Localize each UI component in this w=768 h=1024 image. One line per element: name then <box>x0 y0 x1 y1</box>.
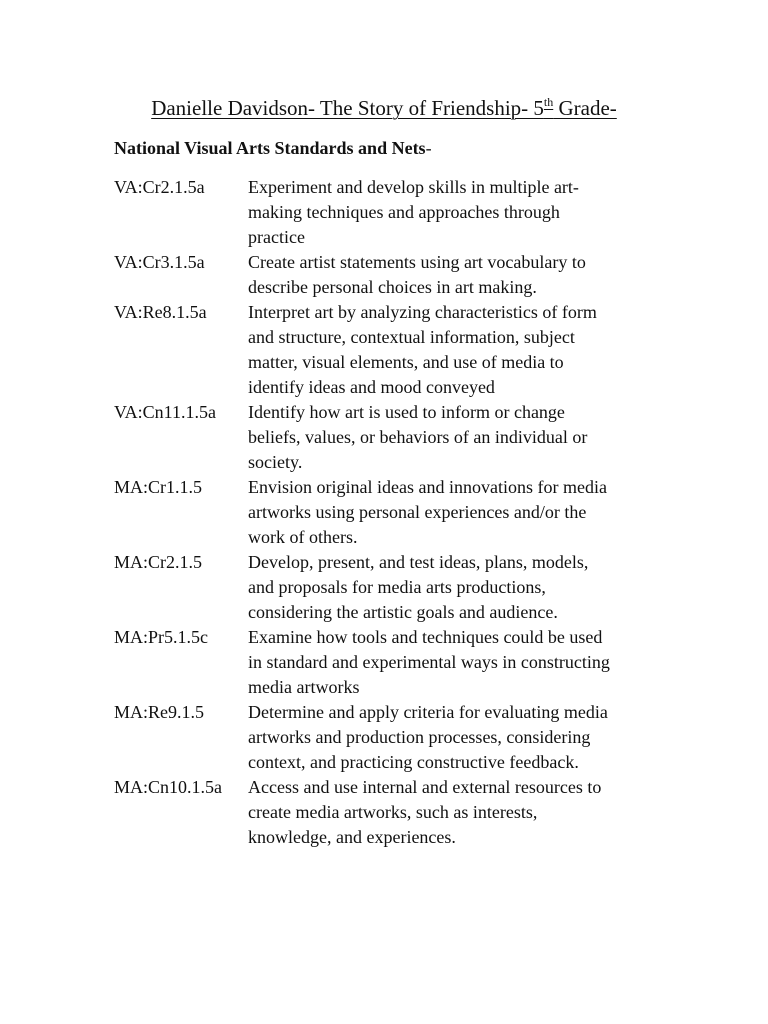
title-main: Danielle Davidson- The Story of Friendship- 5 <box>151 96 544 120</box>
standard-code: MA:Re9.1.5 <box>114 702 204 722</box>
standard-description <box>248 550 674 625</box>
standard-description-line: work of others. <box>248 527 358 547</box>
section-heading <box>114 136 432 160</box>
standard-description-line: society. <box>248 452 303 472</box>
standard-description-line: Access and use internal and external resources to <box>248 777 602 797</box>
standard-description-line: create media artworks, such as interests, <box>248 802 538 822</box>
standard-description-line: considering the artistic goals and audience. <box>248 602 558 622</box>
standard-description-line: Examine how tools and techniques could be used <box>248 627 603 647</box>
standard-code: VA:Cr3.1.5a <box>114 252 205 272</box>
standard-row <box>114 400 674 475</box>
standard-description <box>248 400 674 475</box>
standard-description <box>248 700 674 775</box>
standard-row <box>114 775 674 850</box>
standard-code: VA:Re8.1.5a <box>114 302 207 322</box>
standards-list <box>114 175 674 850</box>
standard-description-line: and proposals for media arts productions, <box>248 577 546 597</box>
standard-description-line: artworks using personal experiences and/or the <box>248 502 587 522</box>
standard-code: VA:Cr2.1.5a <box>114 177 205 197</box>
document-title-text <box>151 96 617 120</box>
standard-description-line: Identify how art is used to inform or change <box>248 402 565 422</box>
standard-description-line: Interpret art by analyzing characteristics of form <box>248 302 597 322</box>
standard-description <box>248 625 674 700</box>
standard-description <box>248 175 674 250</box>
standard-description-line: Develop, present, and test ideas, plans, models, <box>248 552 589 572</box>
title-superscript: th <box>543 95 554 109</box>
standard-description-line: describe personal choices in art making. <box>248 277 537 297</box>
standard-description-line: practice <box>248 227 305 247</box>
standard-row <box>114 300 674 400</box>
standard-code: MA:Pr5.1.5c <box>114 627 208 647</box>
standard-code: MA:Cr2.1.5 <box>114 552 203 572</box>
standard-description-line: artworks and production processes, considering <box>248 727 591 747</box>
standard-code: VA:Cn11.1.5a <box>114 402 217 422</box>
standard-description-line: beliefs, values, or behaviors of an individual or <box>248 427 588 447</box>
standard-row <box>114 250 674 300</box>
standard-row <box>114 625 674 700</box>
standard-row <box>114 475 674 550</box>
standard-description-line: matter, visual elements, and use of media to <box>248 352 564 372</box>
standard-description-line: Experiment and develop skills in multiple art- <box>248 177 579 197</box>
standard-description-line: context, and practicing constructive feedback. <box>248 752 579 772</box>
standard-description-line: Envision original ideas and innovations for media <box>248 477 607 497</box>
section-heading-text: National Visual Arts Standards and Nets <box>114 138 426 158</box>
standard-description-line: in standard and experimental ways in constructing <box>248 652 610 672</box>
standard-description <box>248 475 674 550</box>
standard-description-line: Determine and apply criteria for evaluating media <box>248 702 608 722</box>
standard-description-line: knowledge, and experiences. <box>248 827 456 847</box>
standard-description <box>248 775 674 850</box>
standard-description <box>248 300 674 400</box>
standard-description-line: identify ideas and mood conveyed <box>248 377 495 397</box>
section-heading-suffix: - <box>425 138 432 158</box>
standard-description-line: Create artist statements using art vocabulary to <box>248 252 586 272</box>
standard-description-line: making techniques and approaches through <box>248 202 560 222</box>
title-suffix: Grade- <box>553 96 617 120</box>
standard-row <box>114 175 674 250</box>
document-title <box>0 94 768 122</box>
standard-code: MA:Cr1.1.5 <box>114 477 203 497</box>
standard-description <box>248 250 674 300</box>
standard-code: MA:Cn10.1.5a <box>114 777 222 797</box>
standard-row <box>114 550 674 625</box>
standard-row <box>114 700 674 775</box>
standard-description-line: and structure, contextual information, subject <box>248 327 575 347</box>
standard-description-line: media artworks <box>248 677 360 697</box>
